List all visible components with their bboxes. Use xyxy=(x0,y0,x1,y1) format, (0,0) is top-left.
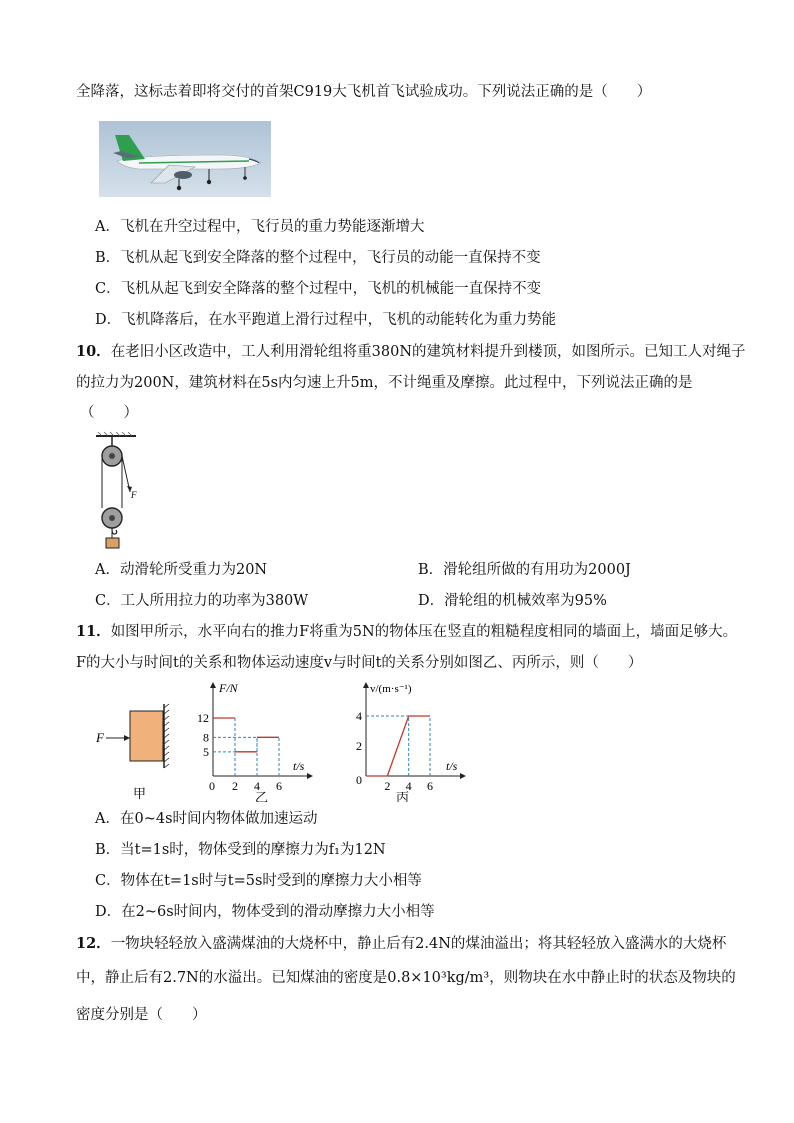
jia-caption: 甲 xyxy=(133,786,147,800)
q11-option-c[interactable]: C．物体在t=1s时与t=5s时受到的摩擦力大小相等 xyxy=(95,873,422,889)
q12-line-1 xyxy=(76,934,726,954)
q12-number: 12． xyxy=(76,935,111,952)
yi-ylabel: F/N xyxy=(219,681,238,695)
q12-text-1: 一物块轻轻放入盛满煤油的大烧杯中，静止后有2.4N的煤油溢出；将其轻轻放入盛满水的大烧杯 xyxy=(110,936,727,952)
y-tick-label: 2 xyxy=(356,739,362,753)
q10-force-label: F xyxy=(131,490,137,500)
x-tick-label: 6 xyxy=(276,779,282,793)
x-tick-label: 6 xyxy=(427,779,433,793)
q10-number: 10． xyxy=(76,343,111,360)
q9-option-d[interactable]: D．飞机降落后，在水平跑道上滑行过程中，飞机的动能转化为重力势能 xyxy=(95,312,557,328)
bing-origin: 0 xyxy=(356,773,362,787)
airplane-photo xyxy=(99,121,271,201)
x-tick-label: 2 xyxy=(232,779,238,793)
q10-line-3: （ ） xyxy=(80,405,138,421)
series-segment xyxy=(387,716,408,776)
q9-option-a[interactable]: A．飞机在升空过程中，飞行员的重力势能逐渐增大 xyxy=(95,219,425,235)
x-tick-label: 4 xyxy=(254,779,260,793)
y-tick-label: 5 xyxy=(203,744,209,759)
q11-line-1 xyxy=(76,622,737,642)
q11-line-2: F的大小与时间t的关系和物体运动速度v与时间t的关系分别如图乙、丙所示，则（ ） xyxy=(76,655,643,671)
jia-force-label: F xyxy=(96,730,104,745)
q9-option-c[interactable]: C．飞机从起飞到安全降落的整个过程中，飞机的机械能一直保持不变 xyxy=(95,281,542,297)
q10-option-a[interactable]: A．动滑轮所受重力为20N xyxy=(95,562,268,578)
pulley-figure xyxy=(92,430,148,556)
q11-option-d[interactable]: D．在2~6s时间内，物体受到的滑动摩擦力大小相等 xyxy=(95,904,435,920)
y-tick-label: 12 xyxy=(197,711,209,725)
q11-option-a[interactable]: A．在0~4s时间内物体做加速运动 xyxy=(95,811,318,827)
x-tick-label: 2 xyxy=(384,779,391,793)
q10-line-2: 的拉力为200N，建筑材料在5s内匀速上升5m，不计绳重及摩擦。此过程中，下列说法正确的是 xyxy=(76,375,693,391)
yi-xlabel: t/s xyxy=(293,759,305,773)
q12-line-3: 密度分别是（ ） xyxy=(76,1007,207,1023)
q9-intro-tail: 全降落，这标志着即将交付的首架C919大飞机首飞试验成功。下列说法正确的是（ ） xyxy=(76,84,652,100)
q10-text-1: 在老旧小区改造中，工人利用滑轮组将重380N的建筑材料提升到楼顶，如图所示。已知工人对绳子 xyxy=(110,344,746,360)
bing-caption: 丙 xyxy=(396,790,410,802)
q10-option-d[interactable]: D．滑轮组的机械效率为95% xyxy=(418,593,607,609)
q11-number: 11． xyxy=(76,623,111,640)
yi-origin: 0 xyxy=(209,779,215,793)
fig-bing-chart xyxy=(352,680,482,806)
x-tick-label: 4 xyxy=(405,779,412,793)
q11-text-1: 如图甲所示，水平向右的推力F将重为5N的物体压在竖直的粗糙程度相同的墙面上，墙面足够大。 xyxy=(110,624,738,640)
bing-ylabel: v/(m·s⁻¹) xyxy=(370,683,412,695)
yi-caption: 乙 xyxy=(255,790,269,802)
q10-option-c[interactable]: C．工人所用拉力的功率为380W xyxy=(95,593,309,609)
fig-yi-chart xyxy=(193,680,323,806)
q10-line-1 xyxy=(76,342,746,362)
fig-jia xyxy=(90,700,180,804)
y-tick-label: 8 xyxy=(203,730,209,745)
q11-option-b[interactable]: B．当t=1s时，物体受到的摩擦力为f₁为12N xyxy=(95,842,386,858)
q12-line-2: 中，静止后有2.7N的水溢出。已知煤油的密度是0.8×10³kg/m³，则物块在水中静止时的状态及物块的 xyxy=(76,970,736,986)
q9-option-b[interactable]: B．飞机从起飞到安全降落的整个过程中，飞行员的动能一直保持不变 xyxy=(95,250,541,266)
q10-option-b[interactable]: B．滑轮组所做的有用功为2000J xyxy=(418,562,631,578)
bing-xlabel: t/s xyxy=(446,759,458,773)
y-tick-label: 4 xyxy=(356,709,362,723)
